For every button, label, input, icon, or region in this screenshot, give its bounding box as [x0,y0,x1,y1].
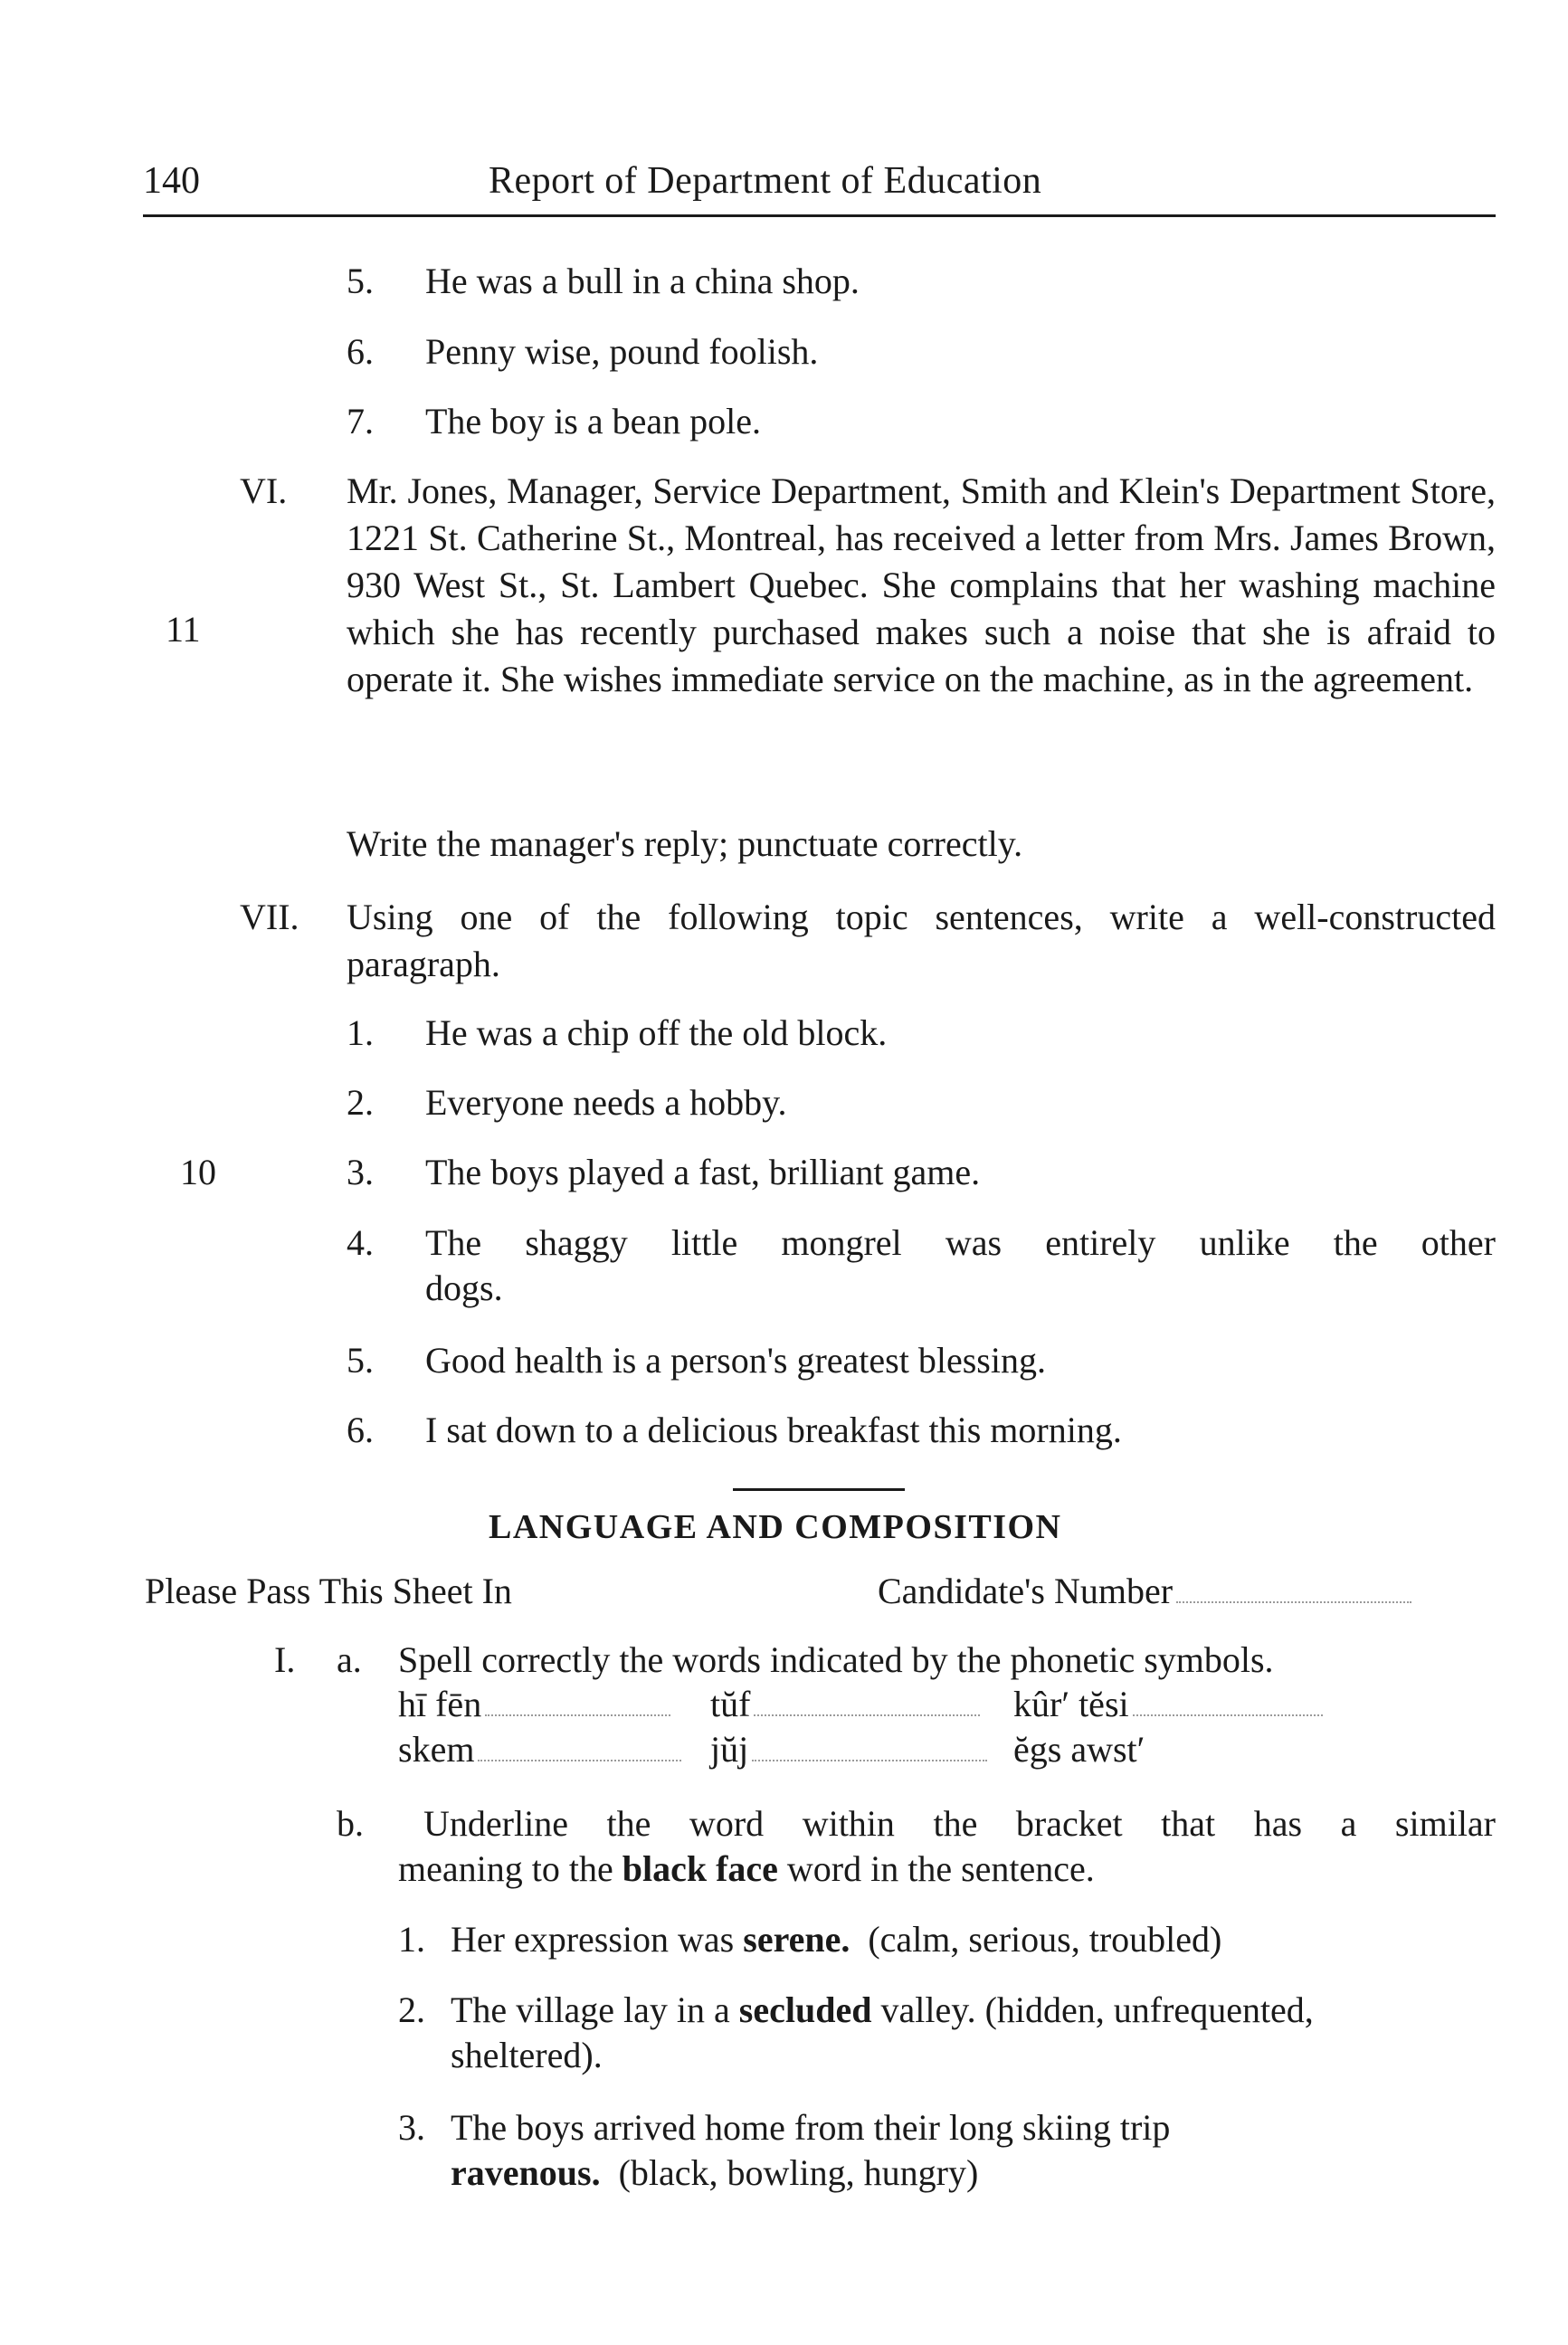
phonetic-word [710,1681,980,1728]
item-choices: (black, bowling, hungry) [600,2152,979,2193]
phonetic-word [710,1726,987,1773]
list-item-num: 3. [398,2107,425,2148]
list-item-text: He was a bull in a china shop. [425,261,860,301]
answer-blank[interactable] [1133,1687,1323,1716]
phonetic-word [398,1726,681,1773]
item-choices: valley. (hidden, unfrequented, [871,1989,1314,2030]
part-b-instruction: Underline the word within the bracket that has a similar [423,1803,1496,1844]
item-bold-word: ravenous. [451,2152,601,2193]
answer-blank[interactable] [754,1687,980,1716]
phonetic-text: jŭj [710,1729,749,1770]
list-item-num: 5. [347,1340,374,1381]
header-rule [143,214,1496,217]
list-item-text [451,1916,1221,1963]
part-b-instruction [398,1846,1095,1893]
list-item-num: 7. [347,401,374,441]
item-text: Her expression was [451,1919,744,1960]
phonetic-word [398,1681,670,1728]
pass-sheet-label: Please Pass This Sheet In [145,1571,512,1611]
answer-blank[interactable] [752,1733,987,1761]
list-item-text: I sat down to a delicious breakfast this morning. [425,1410,1122,1450]
phonetic-text: skem [398,1729,475,1770]
list-item-text: dogs. [425,1267,503,1308]
list-item-text: The boy is a bean pole. [425,401,761,441]
phonetic-text: kûr′ tĕsi [1013,1684,1129,1724]
list-item-text: Good health is a person's greatest blessing. [425,1340,1046,1381]
question-numeral: VII. [240,897,299,937]
answer-blank[interactable] [485,1687,670,1716]
question-numeral: I. [274,1639,296,1680]
candidate-number-text: Candidate's Number [878,1571,1174,1611]
section-title: LANGUAGE AND COMPOSITION [489,1508,1062,1546]
phonetic-word [1013,1681,1323,1728]
list-item-num: 1. [398,1919,425,1960]
answer-blank[interactable] [478,1733,681,1761]
phonetic-text: ĕgs awst′ [1013,1729,1145,1770]
candidate-number-label [878,1568,1411,1615]
part-a-instruction: Spell correctly the words indicated by the phonetic symbols. [398,1639,1274,1680]
instruction-text: word in the sentence. [777,1848,1095,1889]
list-item-text: The shaggy little mongrel was entirely unlike the other [425,1222,1496,1263]
part-label: b. [337,1803,364,1844]
question-vi-body: Mr. Jones, Manager, Service Department, Smith and Klein's Department Store, 1221 St. Catherine St., Montreal, has received a letter from Mrs. James Brown, 930 West St., St. Lambert Quebec. She complains that her washing machine which she has recently purchased makes such a noise that she is afraid to operate it. She wishes immediate service on the machine, as in the agreement. [347,470,1496,699]
phonetic-text: tŭf [710,1684,751,1724]
list-item-text: Penny wise, pound foolish. [425,331,819,372]
list-item-num: 6. [347,1410,374,1450]
list-item-num: 4. [347,1222,374,1263]
question-marks: 11 [166,609,201,650]
list-item-text [451,1987,1314,2034]
item-text: The village lay in a [451,1989,739,2030]
item-bold-word: serene. [743,1919,851,1960]
phonetic-word [1013,1726,1145,1773]
item-choices: (calm, serious, troubled) [850,1919,1222,1960]
page-title: Report of Department of Education [489,160,1042,202]
question-vii-body: Using one of the following topic sentences, write a well-constructed paragraph. [347,897,1496,984]
list-item-text: Everyone needs a hobby. [425,1082,787,1123]
instruction-bold: black face [622,1848,778,1889]
list-item-num: 3. [347,1152,374,1192]
list-item-text: The boys played a fast, brilliant game. [425,1152,981,1192]
page-number: 140 [143,160,200,202]
list-item-num: 1. [347,1012,374,1053]
list-item-text: The boys arrived home from their long skiing trip [451,2107,1171,2148]
instruction-text: meaning to the [398,1848,622,1889]
part-label: a. [337,1639,362,1680]
question-marks: 10 [180,1152,216,1192]
phonetic-text: hī fēn [398,1684,482,1724]
list-item-num: 2. [347,1082,374,1123]
question-vi-instruction: Write the manager's reply; punctuate correctly. [347,823,1023,864]
list-item-text: sheltered). [451,2035,603,2075]
list-item-text: He was a chip off the old block. [425,1012,888,1053]
list-item-text [451,2150,978,2197]
item-bold-word: secluded [738,1989,872,2030]
candidate-number-field[interactable] [1176,1574,1411,1603]
list-item-num: 2. [398,1989,425,2030]
list-item-num: 5. [347,261,374,301]
question-numeral: VI. [240,470,288,511]
section-divider [733,1488,905,1491]
list-item-num: 6. [347,331,374,372]
